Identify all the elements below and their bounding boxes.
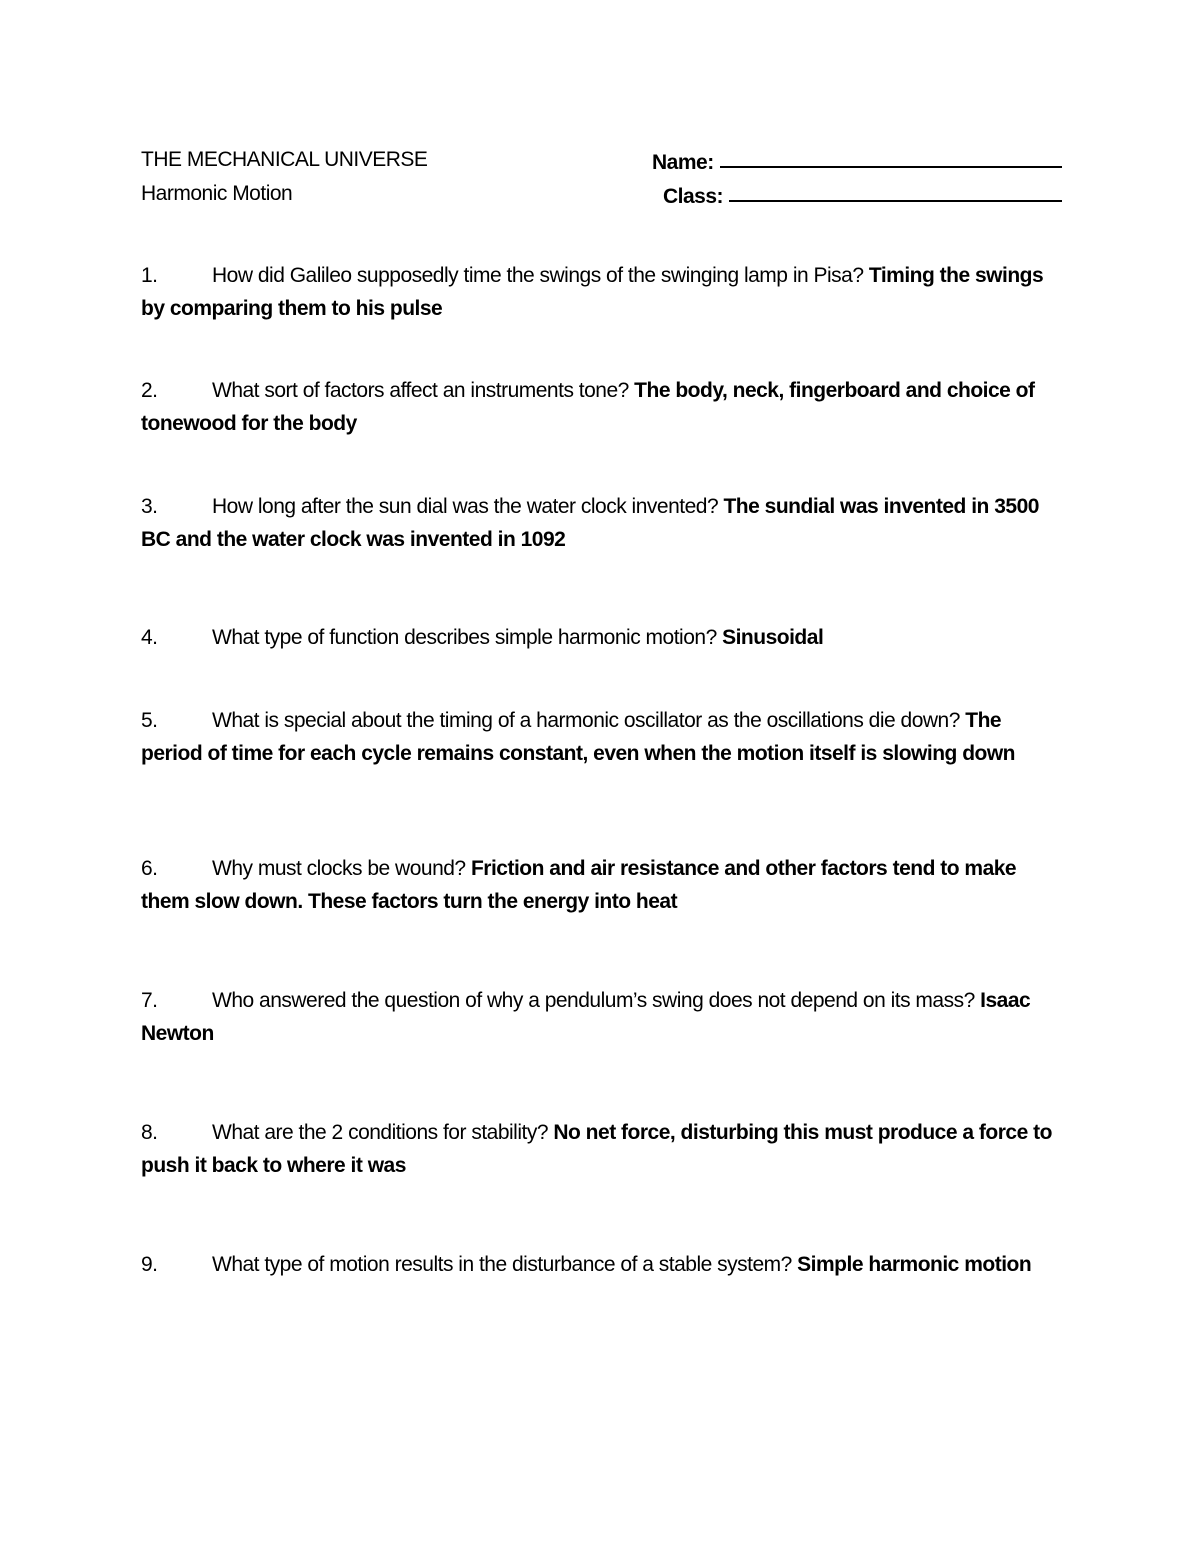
student-info-fields [652,143,1062,211]
question-number: 3. [141,495,158,518]
answer-text: Isaac Newton [141,989,1031,1045]
question-item-7 [141,984,1066,1050]
answer-text: The body, neck, fingerboard and choice of tonewood for the body [141,379,1035,435]
worksheet-subtitle: Harmonic Motion [141,182,293,205]
answer-text: The sundial was invented in 3500 BC and the water clock was invented in 1092 [141,495,1039,551]
question-number: 6. [141,857,158,880]
question-item-6 [141,852,1066,918]
answer-text: Sinusoidal [722,626,824,649]
name-field-line[interactable] [720,142,1062,168]
question-text: What sort of factors affect an instruments tone? [212,379,629,402]
worksheet-header [141,143,427,211]
question-number: 7. [141,989,158,1012]
answer-text: Friction and air resistance and other factors tend to make them slow down. These factors turn the energy into heat [141,857,1017,913]
question-text: What type of motion results in the disturbance of a stable system? [212,1253,792,1276]
class-field-line[interactable] [729,176,1062,202]
answer-text: Timing the swings by comparing them to his pulse [141,264,1044,320]
question-number: 2. [141,379,158,402]
question-item-5 [141,704,1066,770]
question-item-4 [141,621,1066,654]
question-item-1 [141,259,1066,325]
answer-text: No net force, disturbing this must produce a force to push it back to where it was [141,1121,1052,1177]
question-text: What are the 2 conditions for stability? [212,1121,549,1144]
question-text: Why must clocks be wound? [212,857,466,880]
question-number: 9. [141,1253,158,1276]
question-text: What is special about the timing of a harmonic oscillator as the oscillations die down? [212,709,960,732]
answer-text: The period of time for each cycle remains constant, even when the motion itself is slowing down [141,709,1016,765]
question-text: Who answered the question of why a pendulum’s swing does not depend on its mass? [212,989,975,1012]
answer-text: Simple harmonic motion [797,1253,1032,1276]
name-label: Name: [652,151,714,174]
class-label: Class: [663,185,724,208]
question-item-9 [141,1248,1066,1281]
question-text: How long after the sun dial was the water clock invented? [212,495,719,518]
class-field-row [652,177,1062,211]
question-number: 5. [141,709,158,732]
question-item-8 [141,1116,1066,1182]
worksheet-title: THE MECHANICAL UNIVERSE [141,148,428,171]
question-item-2 [141,374,1066,440]
name-field-row [652,143,1062,177]
question-text: How did Galileo supposedly time the swings of the swinging lamp in Pisa? [212,264,864,287]
question-item-3 [141,490,1066,556]
question-number: 4. [141,626,158,649]
question-number: 8. [141,1121,158,1144]
question-number: 1. [141,264,158,287]
question-text: What type of function describes simple harmonic motion? [212,626,717,649]
